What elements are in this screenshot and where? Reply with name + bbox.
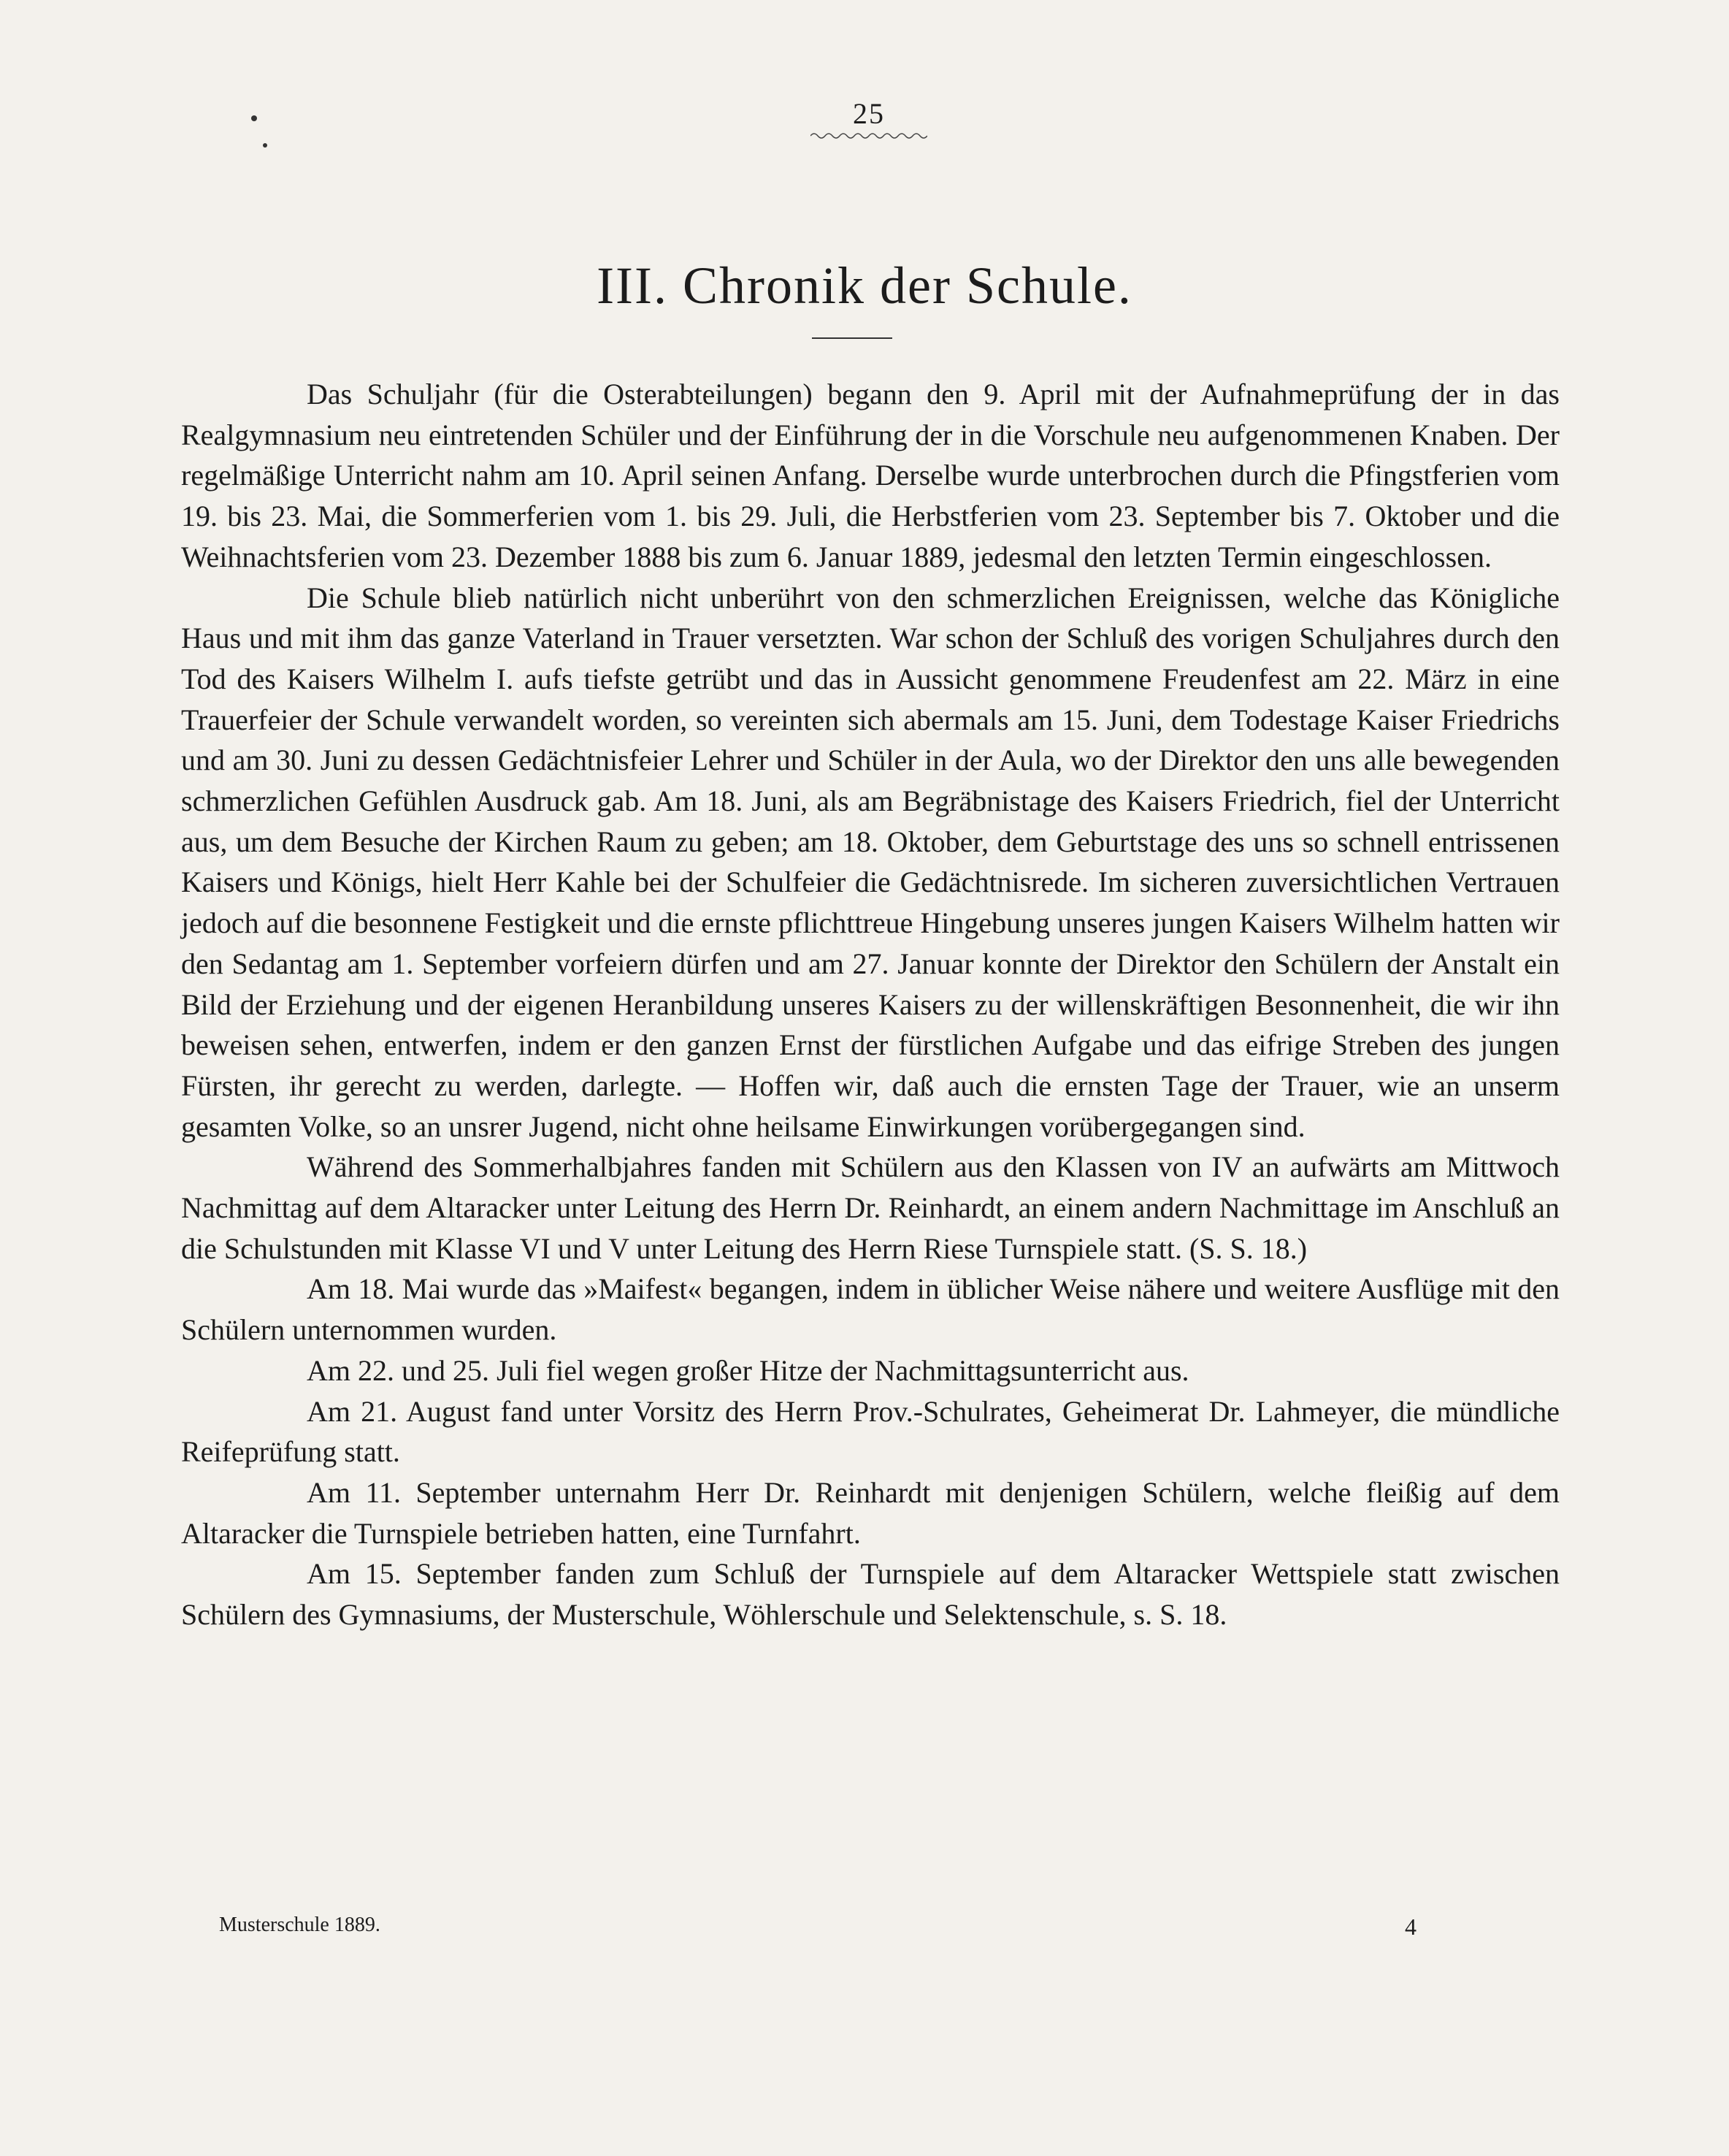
scan-speck bbox=[251, 115, 257, 121]
scan-speck bbox=[263, 143, 267, 148]
page-number: 25 bbox=[853, 97, 885, 130]
footer-sheet-number: 4 bbox=[1405, 1914, 1416, 1940]
paragraph: Am 15. September fanden zum Schluß der Turnspiele auf dem Altaracker Wettspiele statt zwischen Schülern des Gymnasiums, der Musterschule, Wöhlerschule und Selektenschule, s. S. 18. bbox=[181, 1557, 1560, 1632]
paragraph: Am 21. August fand unter Vorsitz des Herrn Prov.-Schulrates, Geheimerat Dr. Lahmeyer, die mündliche Reifeprüfung statt. bbox=[181, 1394, 1560, 1469]
footer-signature: Musterschule 1889. bbox=[219, 1914, 380, 1936]
title-divider bbox=[812, 337, 892, 339]
paragraph: Die Schule blieb natürlich nicht unberührt von den schmerzlichen Ereignissen, welche das Königliche Haus und mit ihm das ganze Vaterland in Trauer versetzten. War schon der Schluß des vorigen Schuljahres durch den Tod des Kaisers Wilhelm I. aufs tiefste getrübt und das in Aussicht genommene Freudenfest am 22. März in eine Trauerfeier der Schule verwandelt worden, so vereinten sich abermals am 15. Juni, dem Todestage Kaiser Friedrichs und am 30. Juni zu dessen Gedächtnisfeier Lehrer und Schüler in der Aula, wo der Direktor den uns alle bewegenden schmerzlichen Gefühlen Ausdruck gab. Am 18. Juni, als am Begräbnistage des Kaisers Friedrich, fiel der Unterricht aus, um dem Besuche der Kirchen Raum zu geben; am 18. Oktober, dem Geburtstage des uns so schnell entrissenen Kaisers und Königs, hielt Herr Kahle bei der Schulfeier die Gedächtnisrede. Im sicheren zuversichtlichen Vertrauen jedoch auf die besonnene Festigkeit und die ernste pflichttreue Hingebung unseres jungen Kaisers Wilhelm hatten wir den Sedantag am 1. September vorfeiern dürfen und am 27. Januar konnte der Direktor den Schülern der Anstalt ein Bild der Erziehung und der eigenen Heranbildung unseres Kaisers zu der willenskräftigen Besonnenheit, die wir ihn beweisen sehen, entwerfen, indem er den ganzen Ernst der fürstlichen Aufgabe und das eifrige Streben des jungen Fürsten, ihr gerecht zu werden, darlegte. — Hoffen wir, daß auch die ernsten Tage der Trauer, wie an unserm gesamten Volke, so an unsrer Jugend, nicht ohne heilsame Einwirkungen vorübergegangen sind. bbox=[181, 581, 1560, 1143]
body-text bbox=[181, 374, 1560, 1635]
page-number-ornament bbox=[810, 131, 927, 140]
paragraph: Das Schuljahr (für die Osterabteilungen) begann den 9. April mit der Aufnahmeprüfung der in das Realgymnasium neu eintretenden Schüler und der Einführung der in die Vorschule neu aufgenommenen Knaben. Der regelmäßige Unterricht nahm am 10. April seinen Anfang. Derselbe wurde unterbrochen durch die Pfingstferien vom 19. bis 23. Mai, die Sommerferien vom 1. bis 29. Juli, die Herbstferien vom 23. September bis 7. Oktober und die Weihnachtsferien vom 23. Dezember 1888 bis zum 6. Januar 1889, jedesmal den letzten Termin eingeschlossen. bbox=[181, 378, 1560, 573]
page-title: III. Chronik der Schule. bbox=[597, 256, 1132, 315]
paragraph: Während des Sommerhalbjahres fanden mit Schülern aus den Klassen von IV an aufwärts am Mittwoch Nachmittag auf dem Altaracker unter Leitung des Herrn Dr. Reinhardt, an einem andern Nachmittage im Anschluß an die Schulstunden mit Klasse VI und V unter Leitung des Herrn Riese Turnspiele statt. (S. S. 18.) bbox=[181, 1150, 1560, 1265]
paragraph: Am 11. September unternahm Herr Dr. Reinhardt mit denjenigen Schülern, welche fleißig auf dem Altaracker die Turnspiele betrieben hatten, eine Turnfahrt. bbox=[181, 1475, 1560, 1550]
paragraph: Am 22. und 25. Juli fiel wegen großer Hitze der Nachmittagsunterricht aus. bbox=[307, 1353, 1189, 1387]
paragraph: Am 18. Mai wurde das »Maifest« begangen, indem in üblicher Weise nähere und weitere Ausflüge mit den Schülern unternommen wurden. bbox=[181, 1272, 1560, 1347]
